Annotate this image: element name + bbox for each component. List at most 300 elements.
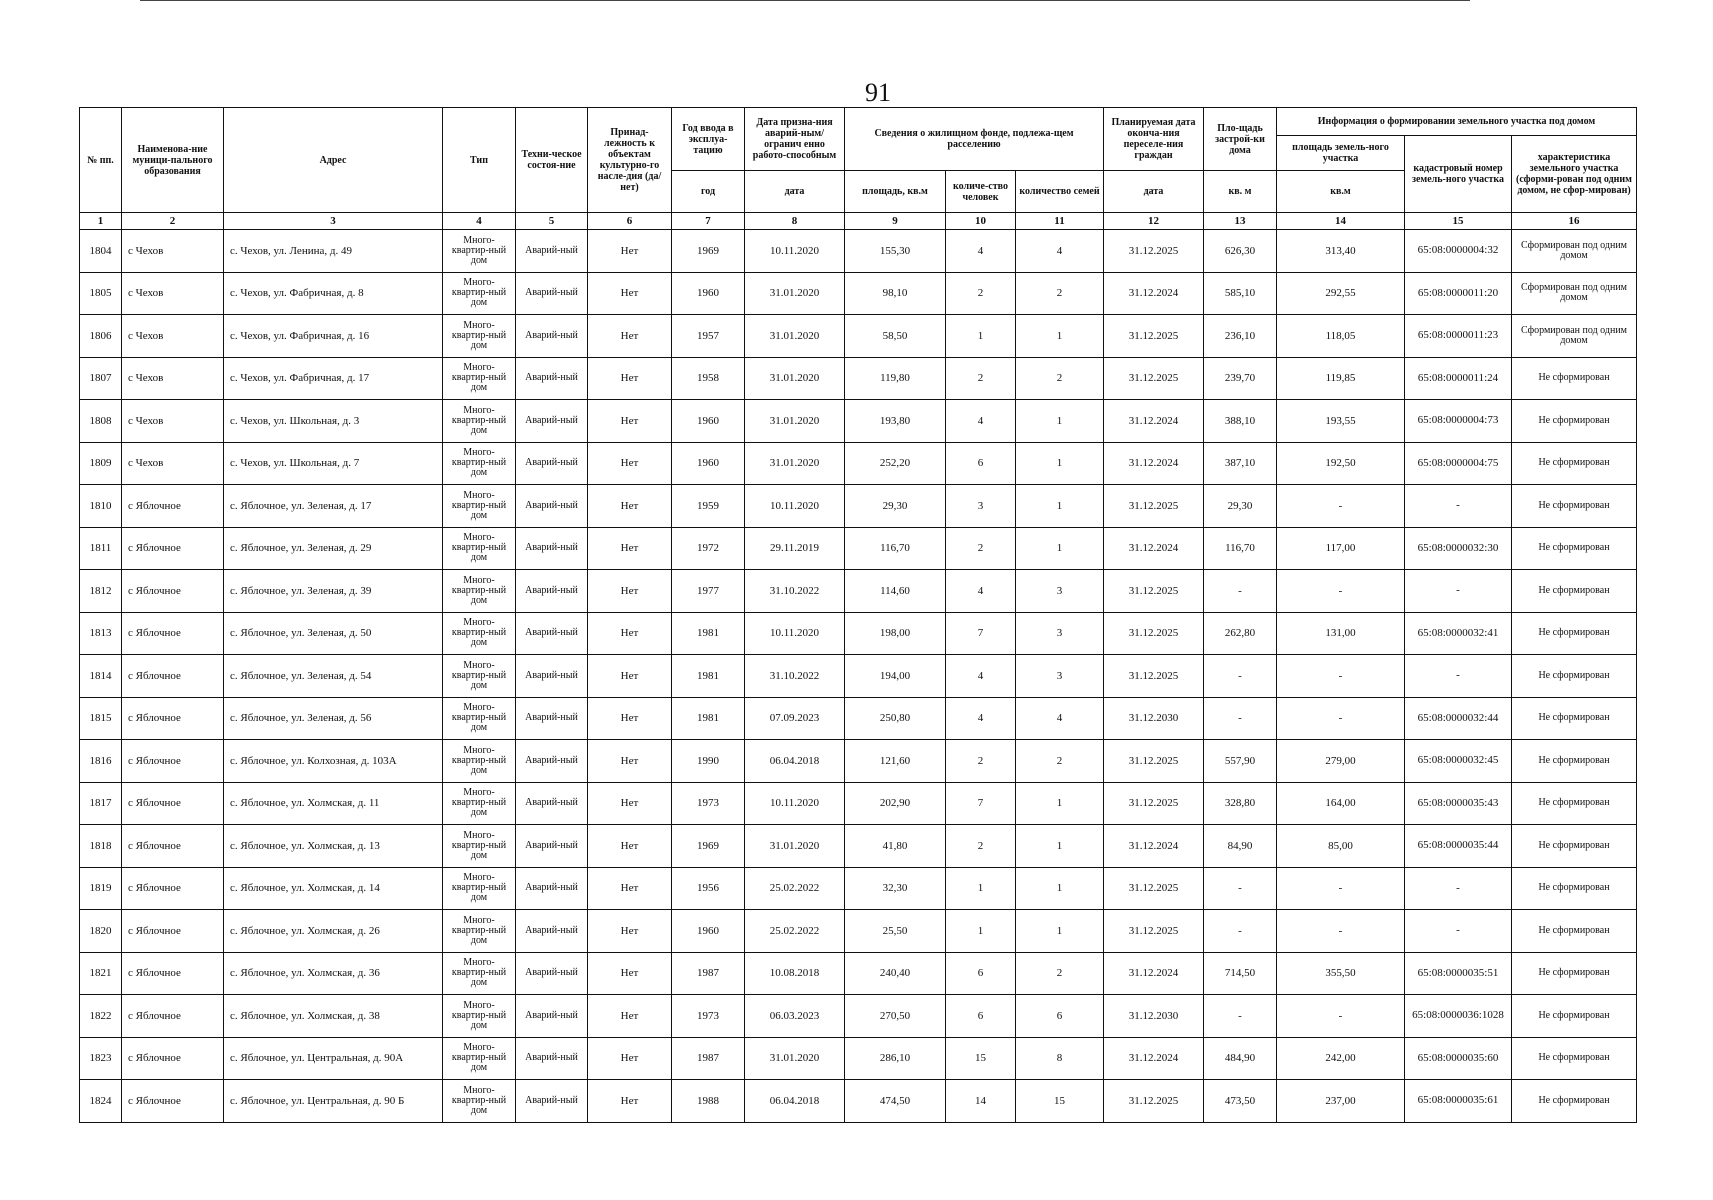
column-number: 15 <box>1405 213 1512 230</box>
cultural-cell: Нет <box>588 357 672 400</box>
year-cell: 1988 <box>672 1080 745 1123</box>
date-cell: 31.01.2020 <box>745 400 845 443</box>
land-area-cell: 279,00 <box>1277 740 1405 783</box>
address-cell: с. Чехов, ул. Фабричная, д. 8 <box>224 272 443 315</box>
header-families: количество семей <box>1016 171 1104 213</box>
land-char-cell: Сформирован под одним домом <box>1512 230 1637 273</box>
cultural-cell: Нет <box>588 442 672 485</box>
people-cell: 2 <box>946 527 1016 570</box>
cadastral-cell: 65:08:0000035:43 <box>1405 782 1512 825</box>
resettle-date-cell: 31.12.2024 <box>1104 272 1204 315</box>
header-tech-state: Техни-ческое состоя-ние <box>516 108 588 213</box>
resettle-date-cell: 31.12.2025 <box>1104 867 1204 910</box>
families-cell: 3 <box>1016 612 1104 655</box>
housing-area-cell: 250,80 <box>845 697 946 740</box>
row-number: 1823 <box>80 1037 122 1080</box>
cadastral-cell: 65:08:0000035:61 <box>1405 1080 1512 1123</box>
people-cell: 2 <box>946 272 1016 315</box>
land-char-cell: Сформирован под одним домом <box>1512 315 1637 358</box>
housing-area-cell: 198,00 <box>845 612 946 655</box>
building-area-cell: 388,10 <box>1204 400 1277 443</box>
column-number: 8 <box>745 213 845 230</box>
header-land-area: площадь земель-ного участка <box>1277 136 1405 171</box>
land-area-cell: - <box>1277 867 1405 910</box>
land-area-cell: 242,00 <box>1277 1037 1405 1080</box>
state-cell: Аварий-ный <box>516 697 588 740</box>
row-number: 1817 <box>80 782 122 825</box>
cultural-cell: Нет <box>588 995 672 1038</box>
housing-area-cell: 25,50 <box>845 910 946 953</box>
header-municipality: Наименова-ние муници-пального образования <box>122 108 224 213</box>
state-cell: Аварий-ный <box>516 315 588 358</box>
state-cell: Аварий-ный <box>516 655 588 698</box>
year-cell: 1959 <box>672 485 745 528</box>
type-cell: Много-квартир-ный дом <box>443 400 516 443</box>
address-cell: с. Яблочное, ул. Холмская, д. 38 <box>224 995 443 1038</box>
page-number: 91 <box>865 78 891 107</box>
families-cell: 1 <box>1016 910 1104 953</box>
building-area-cell: 239,70 <box>1204 357 1277 400</box>
row-number: 1824 <box>80 1080 122 1123</box>
families-cell: 1 <box>1016 867 1104 910</box>
year-cell: 1960 <box>672 400 745 443</box>
type-cell: Много-квартир-ный дом <box>443 782 516 825</box>
people-cell: 2 <box>946 357 1016 400</box>
cultural-cell: Нет <box>588 1037 672 1080</box>
housing-area-cell: 119,80 <box>845 357 946 400</box>
land-area-cell: 117,00 <box>1277 527 1405 570</box>
building-area-cell: - <box>1204 570 1277 613</box>
resettle-date-cell: 31.12.2025 <box>1104 230 1204 273</box>
year-cell: 1969 <box>672 825 745 868</box>
header-cadastral: кадастровый номер земель-ного участка <box>1405 136 1512 213</box>
municipality-cell: с Яблочное <box>122 612 224 655</box>
land-area-cell: 237,00 <box>1277 1080 1405 1123</box>
date-cell: 10.11.2020 <box>745 230 845 273</box>
people-cell: 7 <box>946 782 1016 825</box>
table-row <box>80 1037 1637 1080</box>
land-char-cell: Не сформирован <box>1512 1037 1637 1080</box>
families-cell: 3 <box>1016 570 1104 613</box>
families-cell: 1 <box>1016 825 1104 868</box>
families-cell: 4 <box>1016 230 1104 273</box>
municipality-cell: с Чехов <box>122 357 224 400</box>
resettlement-table <box>79 107 1637 1123</box>
type-cell: Много-квартир-ный дом <box>443 697 516 740</box>
row-number: 1806 <box>80 315 122 358</box>
land-area-cell: - <box>1277 910 1405 953</box>
housing-area-cell: 194,00 <box>845 655 946 698</box>
building-area-cell: 473,50 <box>1204 1080 1277 1123</box>
state-cell: Аварий-ный <box>516 485 588 528</box>
table-row <box>80 952 1637 995</box>
address-cell: с. Чехов, ул. Школьная, д. 3 <box>224 400 443 443</box>
people-cell: 15 <box>946 1037 1016 1080</box>
land-char-cell: Не сформирован <box>1512 782 1637 825</box>
cadastral-cell: 65:08:0000032:44 <box>1405 697 1512 740</box>
header-land-group: Информация о формировании земельного участка под домом <box>1277 108 1637 136</box>
type-cell: Много-квартир-ный дом <box>443 570 516 613</box>
column-number: 7 <box>672 213 745 230</box>
row-number: 1812 <box>80 570 122 613</box>
families-cell: 1 <box>1016 527 1104 570</box>
date-cell: 31.10.2022 <box>745 570 845 613</box>
land-area-cell: - <box>1277 697 1405 740</box>
municipality-cell: с Яблочное <box>122 1080 224 1123</box>
people-cell: 4 <box>946 400 1016 443</box>
families-cell: 6 <box>1016 995 1104 1038</box>
column-number: 12 <box>1104 213 1204 230</box>
address-cell: с. Яблочное, ул. Холмская, д. 26 <box>224 910 443 953</box>
building-area-cell: 626,30 <box>1204 230 1277 273</box>
column-number: 6 <box>588 213 672 230</box>
address-cell: с. Яблочное, ул. Холмская, д. 13 <box>224 825 443 868</box>
column-number: 3 <box>224 213 443 230</box>
table-row <box>80 825 1637 868</box>
table-row <box>80 272 1637 315</box>
cadastral-cell: - <box>1405 867 1512 910</box>
housing-area-cell: 270,50 <box>845 995 946 1038</box>
row-number: 1818 <box>80 825 122 868</box>
housing-area-cell: 32,30 <box>845 867 946 910</box>
address-cell: с. Чехов, ул. Школьная, д. 7 <box>224 442 443 485</box>
row-number: 1820 <box>80 910 122 953</box>
type-cell: Много-квартир-ный дом <box>443 1037 516 1080</box>
families-cell: 3 <box>1016 655 1104 698</box>
land-char-cell: Не сформирован <box>1512 825 1637 868</box>
type-cell: Много-квартир-ный дом <box>443 825 516 868</box>
cultural-cell: Нет <box>588 825 672 868</box>
land-area-cell: - <box>1277 485 1405 528</box>
address-cell: с. Яблочное, ул. Зеленая, д. 39 <box>224 570 443 613</box>
resettle-date-cell: 31.12.2024 <box>1104 442 1204 485</box>
state-cell: Аварий-ный <box>516 570 588 613</box>
cultural-cell: Нет <box>588 485 672 528</box>
land-area-cell: 119,85 <box>1277 357 1405 400</box>
table-row <box>80 315 1637 358</box>
state-cell: Аварий-ный <box>516 825 588 868</box>
row-number: 1807 <box>80 357 122 400</box>
cultural-cell: Нет <box>588 782 672 825</box>
land-area-cell: 192,50 <box>1277 442 1405 485</box>
people-cell: 4 <box>946 655 1016 698</box>
municipality-cell: с Чехов <box>122 230 224 273</box>
land-area-cell: 118,05 <box>1277 315 1405 358</box>
year-cell: 1981 <box>672 655 745 698</box>
housing-area-cell: 29,30 <box>845 485 946 528</box>
land-char-cell: Не сформирован <box>1512 1080 1637 1123</box>
type-cell: Много-квартир-ный дом <box>443 230 516 273</box>
state-cell: Аварий-ный <box>516 357 588 400</box>
year-cell: 1960 <box>672 272 745 315</box>
cadastral-cell: 65:08:0000032:41 <box>1405 612 1512 655</box>
address-cell: с. Чехов, ул. Фабричная, д. 17 <box>224 357 443 400</box>
housing-area-cell: 41,80 <box>845 825 946 868</box>
cultural-cell: Нет <box>588 697 672 740</box>
row-number: 1804 <box>80 230 122 273</box>
year-cell: 1960 <box>672 442 745 485</box>
cultural-cell: Нет <box>588 910 672 953</box>
land-char-cell: Не сформирован <box>1512 442 1637 485</box>
row-number: 1822 <box>80 995 122 1038</box>
cadastral-cell: 65:08:0000032:45 <box>1405 740 1512 783</box>
row-number: 1810 <box>80 485 122 528</box>
building-area-cell: 116,70 <box>1204 527 1277 570</box>
cadastral-cell: 65:08:0000004:75 <box>1405 442 1512 485</box>
resettle-date-cell: 31.12.2024 <box>1104 952 1204 995</box>
header-housing-group: Сведения о жилищном фонде, подлежа-щем расселению <box>845 108 1104 171</box>
row-number: 1809 <box>80 442 122 485</box>
type-cell: Много-квартир-ный дом <box>443 867 516 910</box>
year-cell: 1958 <box>672 357 745 400</box>
state-cell: Аварий-ный <box>516 910 588 953</box>
year-cell: 1973 <box>672 782 745 825</box>
municipality-cell: с Яблочное <box>122 697 224 740</box>
column-number: 1 <box>80 213 122 230</box>
families-cell: 2 <box>1016 952 1104 995</box>
state-cell: Аварий-ный <box>516 1037 588 1080</box>
date-cell: 06.04.2018 <box>745 740 845 783</box>
column-number: 4 <box>443 213 516 230</box>
resettle-date-cell: 31.12.2025 <box>1104 357 1204 400</box>
housing-area-cell: 286,10 <box>845 1037 946 1080</box>
row-number: 1808 <box>80 400 122 443</box>
land-area-cell: 85,00 <box>1277 825 1405 868</box>
families-cell: 8 <box>1016 1037 1104 1080</box>
cadastral-cell: - <box>1405 570 1512 613</box>
table-row <box>80 527 1637 570</box>
date-cell: 25.02.2022 <box>745 867 845 910</box>
table-row <box>80 740 1637 783</box>
families-cell: 2 <box>1016 272 1104 315</box>
resettle-date-cell: 31.12.2025 <box>1104 612 1204 655</box>
header-num: № пп. <box>80 108 122 213</box>
families-cell: 1 <box>1016 782 1104 825</box>
housing-area-cell: 155,30 <box>845 230 946 273</box>
row-number: 1816 <box>80 740 122 783</box>
cultural-cell: Нет <box>588 612 672 655</box>
housing-area-cell: 252,20 <box>845 442 946 485</box>
municipality-cell: с Яблочное <box>122 570 224 613</box>
building-area-cell: 262,80 <box>1204 612 1277 655</box>
resettle-date-cell: 31.12.2024 <box>1104 527 1204 570</box>
type-cell: Много-квартир-ный дом <box>443 485 516 528</box>
address-cell: с. Яблочное, ул. Зеленая, д. 29 <box>224 527 443 570</box>
date-cell: 10.08.2018 <box>745 952 845 995</box>
people-cell: 1 <box>946 867 1016 910</box>
cultural-cell: Нет <box>588 230 672 273</box>
date-cell: 10.11.2020 <box>745 782 845 825</box>
people-cell: 7 <box>946 612 1016 655</box>
land-char-cell: Сформирован под одним домом <box>1512 272 1637 315</box>
header-land-char: характеристика земельного участка (сформи-рован под одним домом, не сфор-мирован) <box>1512 136 1637 213</box>
cadastral-cell: 65:08:0000032:30 <box>1405 527 1512 570</box>
families-cell: 1 <box>1016 485 1104 528</box>
date-cell: 29.11.2019 <box>745 527 845 570</box>
row-number: 1811 <box>80 527 122 570</box>
address-cell: с. Яблочное, ул. Колхозная, д. 103А <box>224 740 443 783</box>
row-number: 1819 <box>80 867 122 910</box>
land-area-cell: 164,00 <box>1277 782 1405 825</box>
land-area-cell: - <box>1277 570 1405 613</box>
date-cell: 07.09.2023 <box>745 697 845 740</box>
cultural-cell: Нет <box>588 527 672 570</box>
land-char-cell: Не сформирован <box>1512 867 1637 910</box>
families-cell: 2 <box>1016 740 1104 783</box>
building-area-cell: - <box>1204 995 1277 1038</box>
year-cell: 1987 <box>672 1037 745 1080</box>
municipality-cell: с Чехов <box>122 442 224 485</box>
column-number: 13 <box>1204 213 1277 230</box>
people-cell: 6 <box>946 442 1016 485</box>
land-area-cell: 193,55 <box>1277 400 1405 443</box>
building-area-cell: 328,80 <box>1204 782 1277 825</box>
land-area-cell: - <box>1277 655 1405 698</box>
year-cell: 1969 <box>672 230 745 273</box>
state-cell: Аварий-ный <box>516 740 588 783</box>
date-cell: 31.01.2020 <box>745 315 845 358</box>
header-land-area-unit: кв.м <box>1277 171 1405 213</box>
cadastral-cell: 65:08:0000004:73 <box>1405 400 1512 443</box>
table-row <box>80 230 1637 273</box>
housing-area-cell: 240,40 <box>845 952 946 995</box>
land-char-cell: Не сформирован <box>1512 400 1637 443</box>
top-rule <box>140 0 1470 1</box>
land-char-cell: Не сформирован <box>1512 740 1637 783</box>
year-cell: 1973 <box>672 995 745 1038</box>
column-number: 9 <box>845 213 946 230</box>
land-char-cell: Не сформирован <box>1512 485 1637 528</box>
date-cell: 06.03.2023 <box>745 995 845 1038</box>
municipality-cell: с Яблочное <box>122 655 224 698</box>
header-address: Адрес <box>224 108 443 213</box>
land-char-cell: Не сформирован <box>1512 697 1637 740</box>
building-area-cell: 484,90 <box>1204 1037 1277 1080</box>
cadastral-cell: 65:08:0000011:23 <box>1405 315 1512 358</box>
type-cell: Много-квартир-ный дом <box>443 1080 516 1123</box>
cadastral-cell: 65:08:0000035:60 <box>1405 1037 1512 1080</box>
resettle-date-cell: 31.12.2030 <box>1104 697 1204 740</box>
building-area-cell: 29,30 <box>1204 485 1277 528</box>
cadastral-cell: 65:08:0000011:24 <box>1405 357 1512 400</box>
resettle-date-cell: 31.12.2024 <box>1104 1037 1204 1080</box>
column-number: 5 <box>516 213 588 230</box>
building-area-cell: - <box>1204 867 1277 910</box>
cultural-cell: Нет <box>588 740 672 783</box>
table-row <box>80 697 1637 740</box>
building-area-cell: 585,10 <box>1204 272 1277 315</box>
date-cell: 25.02.2022 <box>745 910 845 953</box>
type-cell: Много-квартир-ный дом <box>443 527 516 570</box>
people-cell: 2 <box>946 825 1016 868</box>
header-type: Тип <box>443 108 516 213</box>
date-cell: 31.01.2020 <box>745 1037 845 1080</box>
year-cell: 1956 <box>672 867 745 910</box>
column-number: 10 <box>946 213 1016 230</box>
cultural-cell: Нет <box>588 952 672 995</box>
type-cell: Много-квартир-ный дом <box>443 357 516 400</box>
cultural-cell: Нет <box>588 655 672 698</box>
housing-area-cell: 58,50 <box>845 315 946 358</box>
families-cell: 1 <box>1016 442 1104 485</box>
land-char-cell: Не сформирован <box>1512 995 1637 1038</box>
state-cell: Аварий-ный <box>516 230 588 273</box>
land-char-cell: Не сформирован <box>1512 952 1637 995</box>
cultural-cell: Нет <box>588 867 672 910</box>
municipality-cell: с Чехов <box>122 315 224 358</box>
municipality-cell: с Яблочное <box>122 825 224 868</box>
address-cell: с. Яблочное, ул. Зеленая, д. 56 <box>224 697 443 740</box>
cultural-cell: Нет <box>588 272 672 315</box>
year-cell: 1972 <box>672 527 745 570</box>
column-number: 14 <box>1277 213 1405 230</box>
municipality-cell: с Яблочное <box>122 782 224 825</box>
address-cell: с. Яблочное, ул. Центральная, д. 90 Б <box>224 1080 443 1123</box>
housing-area-cell: 121,60 <box>845 740 946 783</box>
date-cell: 06.04.2018 <box>745 1080 845 1123</box>
date-cell: 31.01.2020 <box>745 825 845 868</box>
header-housing-area: площадь, кв.м <box>845 171 946 213</box>
building-area-cell: 557,90 <box>1204 740 1277 783</box>
table-row <box>80 357 1637 400</box>
address-cell: с. Яблочное, ул. Зеленая, д. 54 <box>224 655 443 698</box>
type-cell: Много-квартир-ный дом <box>443 740 516 783</box>
column-number-row <box>80 213 1637 230</box>
resettle-date-cell: 31.12.2025 <box>1104 315 1204 358</box>
housing-area-cell: 193,80 <box>845 400 946 443</box>
cultural-cell: Нет <box>588 400 672 443</box>
address-cell: с. Яблочное, ул. Центральная, д. 90А <box>224 1037 443 1080</box>
resettle-date-cell: 31.12.2025 <box>1104 485 1204 528</box>
land-area-cell: 313,40 <box>1277 230 1405 273</box>
state-cell: Аварий-ный <box>516 400 588 443</box>
municipality-cell: с Яблочное <box>122 527 224 570</box>
type-cell: Много-квартир-ный дом <box>443 315 516 358</box>
families-cell: 4 <box>1016 697 1104 740</box>
people-cell: 4 <box>946 697 1016 740</box>
column-number: 2 <box>122 213 224 230</box>
header-resettle-group: Планируемая дата оконча-ния переселе-ния граждан <box>1104 108 1204 171</box>
land-area-cell: - <box>1277 995 1405 1038</box>
housing-area-cell: 116,70 <box>845 527 946 570</box>
date-cell: 10.11.2020 <box>745 612 845 655</box>
type-cell: Много-квартир-ный дом <box>443 952 516 995</box>
state-cell: Аварий-ный <box>516 1080 588 1123</box>
type-cell: Много-квартир-ный дом <box>443 910 516 953</box>
date-cell: 31.01.2020 <box>745 272 845 315</box>
year-cell: 1981 <box>672 697 745 740</box>
state-cell: Аварий-ный <box>516 612 588 655</box>
people-cell: 6 <box>946 995 1016 1038</box>
type-cell: Много-квартир-ный дом <box>443 272 516 315</box>
municipality-cell: с Яблочное <box>122 910 224 953</box>
cadastral-cell: - <box>1405 655 1512 698</box>
row-number: 1813 <box>80 612 122 655</box>
cultural-cell: Нет <box>588 570 672 613</box>
state-cell: Аварий-ный <box>516 782 588 825</box>
cadastral-cell: 65:08:0000036:1028 <box>1405 995 1512 1038</box>
table-row <box>80 782 1637 825</box>
column-number: 11 <box>1016 213 1104 230</box>
state-cell: Аварий-ный <box>516 527 588 570</box>
municipality-cell: с Яблочное <box>122 740 224 783</box>
municipality-cell: с Яблочное <box>122 995 224 1038</box>
table-row <box>80 995 1637 1038</box>
housing-area-cell: 98,10 <box>845 272 946 315</box>
row-number: 1814 <box>80 655 122 698</box>
address-cell: с. Яблочное, ул. Зеленая, д. 17 <box>224 485 443 528</box>
year-cell: 1981 <box>672 612 745 655</box>
